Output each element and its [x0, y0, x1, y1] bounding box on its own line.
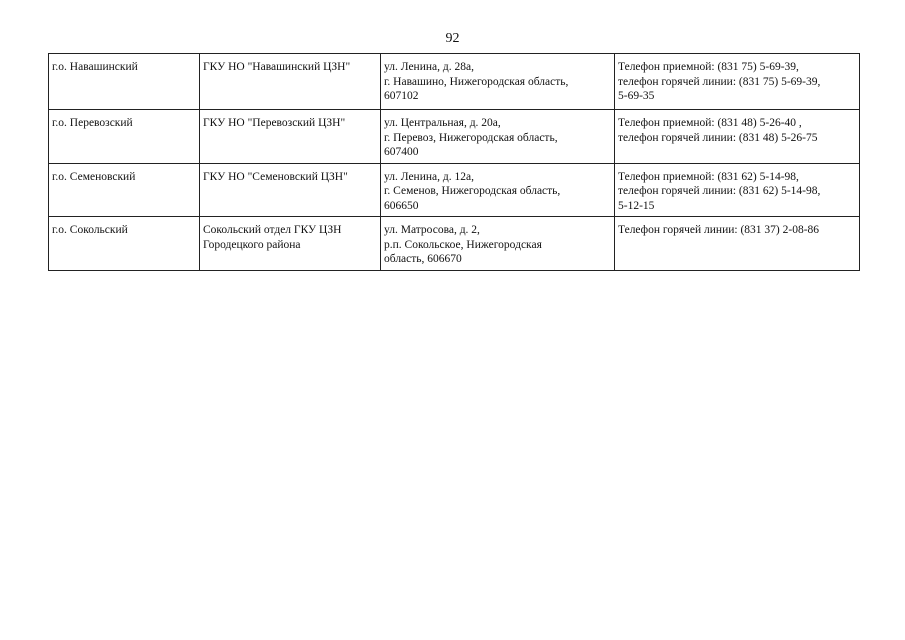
address-cell: ул. Матросова, д. 2, р.п. Сокольское, Нижегородская область, 606670 — [381, 217, 615, 271]
organization-cell: ГКУ НО "Навашинский ЦЗН" — [200, 54, 381, 110]
table-row — [49, 110, 860, 164]
district-cell: г.о. Перевозский — [49, 110, 200, 164]
table-row — [49, 54, 860, 110]
district-cell: г.о. Сокольский — [49, 217, 200, 271]
table-row — [49, 163, 860, 217]
district-cell: г.о. Семеновский — [49, 163, 200, 217]
address-cell: ул. Ленина, д. 12а, г. Семенов, Нижегородская область, 606650 — [381, 163, 615, 217]
organization-cell: ГКУ НО "Перевозский ЦЗН" — [200, 110, 381, 164]
page-number: 92 — [445, 31, 460, 46]
employment-centers-table — [48, 53, 860, 271]
table-row — [49, 217, 860, 271]
address-cell: ул. Ленина, д. 28а, г. Навашино, Нижегородская область, 607102 — [381, 54, 615, 110]
address-cell: ул. Центральная, д. 20а, г. Перевоз, Нижегородская область, 607400 — [381, 110, 615, 164]
phones-cell: Телефон приемной: (831 75) 5-69-39, телефон горячей линии: (831 75) 5-69-39, 5-69-35 — [615, 54, 860, 110]
phones-cell: Телефон горячей линии: (831 37) 2-08-86 — [615, 217, 860, 271]
phones-cell: Телефон приемной: (831 62) 5-14-98, телефон горячей линии: (831 62) 5-14-98, 5-12-15 — [615, 163, 860, 217]
phones-cell: Телефон приемной: (831 48) 5-26-40 , телефон горячей линии: (831 48) 5-26-75 — [615, 110, 860, 164]
district-cell: г.о. Навашинский — [49, 54, 200, 110]
organization-cell: Сокольский отдел ГКУ ЦЗН Городецкого района — [200, 217, 381, 271]
organization-cell: ГКУ НО "Семеновский ЦЗН" — [200, 163, 381, 217]
